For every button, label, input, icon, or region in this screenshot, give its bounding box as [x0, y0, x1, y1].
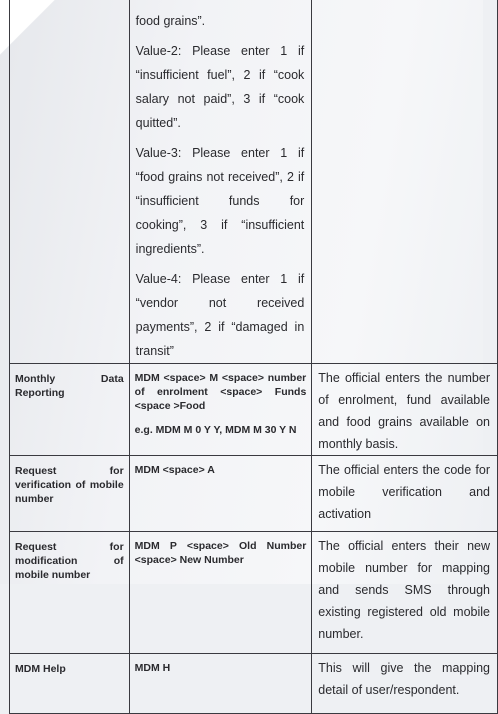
table-row-monthly-reporting: [10, 364, 498, 456]
description-cell: [312, 364, 498, 456]
command-cell: [129, 654, 312, 714]
command-cell: [129, 364, 312, 456]
table-row-mobile-modification: [10, 532, 498, 654]
service-cell: [10, 532, 130, 654]
value-2-text: Value-2: Please enter 1 if “insufficient fuel”, 2 if “cook salary not paid”, 3 if “cook quitted”.: [135, 44, 305, 130]
description-cell: [312, 456, 498, 532]
service-cell-empty: [10, 0, 130, 364]
service-cell: [10, 654, 130, 714]
description-cell: [312, 532, 498, 654]
command-syntax: MDM <space> M <space> number of enrolment <space> Funds <space >Food: [134, 372, 307, 412]
description-text: This will give the mapping detail of user/respondent.: [318, 661, 490, 697]
service-name: Monthly Data Reporting: [15, 373, 124, 399]
command-syntax: MDM H: [134, 662, 171, 674]
value-3-text: Value-3: Please enter 1 if “food grains not received”, 2 if “insufficient funds for cooking”, 3 if “insufficient ingredients”.: [135, 146, 305, 256]
command-example: e.g. MDM M 0 Y Y, MDM M 30 Y N: [134, 424, 297, 436]
value-4-text: Value-4: Please enter 1 if “vendor not received payments”, 2 if “damaged in transit”: [135, 272, 305, 358]
description-text: The official enters their new mobile number for mapping and sends SMS through existing registered old mobile number.: [318, 539, 490, 641]
service-cell: [10, 364, 130, 456]
description-text: The official enters the number of enrolment, fund available and food grains available on monthly basis.: [318, 371, 490, 451]
table-row-mdm-help: [10, 654, 498, 714]
service-name: MDM Help: [15, 663, 66, 675]
command-cell: [129, 456, 312, 532]
command-format: [130, 364, 312, 437]
command-syntax: MDM P <space> Old Number <space> New Number: [134, 540, 307, 566]
service-name: Request for modification of mobile number: [15, 541, 124, 581]
command-syntax: MDM <space> A: [134, 464, 215, 476]
description-cell: [312, 654, 498, 714]
sms-command-table: [9, 0, 498, 714]
description-text: The official enters the code for mobile verification and activation: [318, 463, 490, 521]
value-codes-cell: [129, 0, 312, 364]
command-cell: [129, 532, 312, 654]
service-cell: [10, 456, 130, 532]
description-cell-empty: [312, 0, 498, 364]
table-row-mobile-verification: [10, 456, 498, 532]
service-name: Request for verification of mobile number: [15, 465, 124, 505]
value-1-tail: food grains”.: [135, 14, 206, 28]
table-row-continuation: [10, 0, 498, 364]
